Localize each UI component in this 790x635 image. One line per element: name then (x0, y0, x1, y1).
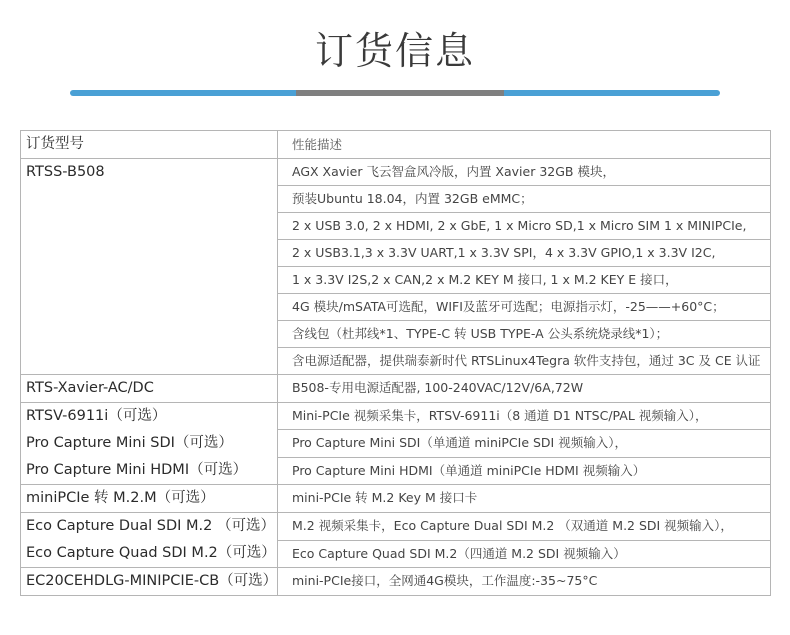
title-underline-gray (296, 90, 504, 96)
description-cell: mini-PCIe 转 M.2 Key M 接口卡 (278, 485, 771, 513)
description-cell: 预装Ubuntu 18.04，内置 32GB eMMC； (278, 186, 771, 213)
model-name: Eco Capture Dual SDI M.2 （可选） (26, 518, 275, 534)
description-cell: mini-PCIe接口，全网通4G模块，工作温度:-35~75°C (278, 568, 771, 596)
model-cell (21, 375, 278, 403)
description-cell: 含线包（杜邦线*1、TYPE-C 转 USB TYPE-A 公头系统烧录线*1）； (278, 321, 771, 348)
table-header-row (21, 131, 771, 159)
description-cell: 2 x USB 3.0, 2 x HDMI, 2 x GbE, 1 x Micro SD,1 x Micro SIM 1 x MINIPCIe, (278, 213, 771, 240)
model-name: miniPCIe 转 M.2.M（可选） (26, 490, 215, 506)
description-cell: 4G 模块/mSATA可选配，WIFI及蓝牙可选配；电源指示灯，-25——+60°C； (278, 294, 771, 321)
model-name: Pro Capture Mini HDMI（可选） (26, 462, 248, 478)
description-cell: AGX Xavier 飞云智盒风冷版，内置 Xavier 32GB 模块， (278, 159, 771, 186)
page-title: 订货信息 (314, 29, 475, 73)
description-cell: Pro Capture Mini HDMI（单通道 miniPCIe HDMI 视频输入） (278, 457, 771, 484)
description-cell: Mini-PCIe 视频采集卡，RTSV-6911i（8 通道 D1 NTSC/PAL 视频输入）， (278, 403, 771, 430)
description-cell: 含电源适配器，提供瑞泰新时代 RTSLinux4Tegra 软件支持包，通过 3C 及 CE 认证 (278, 348, 771, 375)
description-cell: 1 x 3.3V I2S,2 x CAN,2 x M.2 KEY M 接口, 1 x M.2 KEY E 接口， (278, 267, 771, 294)
model-name: Eco Capture Quad SDI M.2（可选） (26, 545, 276, 561)
table-row (21, 159, 771, 186)
description-cell: M.2 视频采集卡，Eco Capture Dual SDI M.2 （双通道 M.2 SDI 视频输入）， (278, 513, 771, 541)
description-cell: Eco Capture Quad SDI M.2（四通道 M.2 SDI 视频输入） (278, 540, 771, 568)
description-cell: Pro Capture Mini SDI（单通道 miniPCIe SDI 视频输入）， (278, 430, 771, 457)
description-cell: B508-专用电源适配器, 100-240VAC/12V/6A,72W (278, 375, 771, 403)
title-underline-blue-right (504, 90, 720, 96)
order-info-table-body (21, 131, 771, 596)
table-row (21, 403, 771, 430)
model-name: EC20CEHDLG-MINIPCIE-CB（可选） (26, 573, 278, 589)
table-row (21, 568, 771, 596)
header-model-cell: 订货型号 (21, 131, 278, 159)
description-cell: 2 x USB3.1,3 x 3.3V UART,1 x 3.3V SPI，4 x 3.3V GPIO,1 x 3.3V I2C, (278, 240, 771, 267)
title-underline (70, 90, 720, 96)
model-name: RTSS-B508 (26, 164, 105, 180)
table-row (21, 513, 771, 541)
model-cell (21, 403, 278, 485)
model-cell (21, 568, 278, 596)
title-underline-blue-left (70, 90, 296, 96)
model-cell (21, 485, 278, 513)
model-name: Pro Capture Mini SDI（可选） (26, 435, 233, 451)
model-name: RTS-Xavier-AC/DC (26, 380, 154, 396)
model-cell (21, 159, 278, 375)
table-row (21, 485, 771, 513)
header-description-cell: 性能描述 (278, 131, 771, 159)
order-info-table (20, 130, 771, 596)
model-name: RTSV-6911i（可选） (26, 408, 167, 424)
model-cell (21, 513, 278, 568)
table-row (21, 375, 771, 403)
